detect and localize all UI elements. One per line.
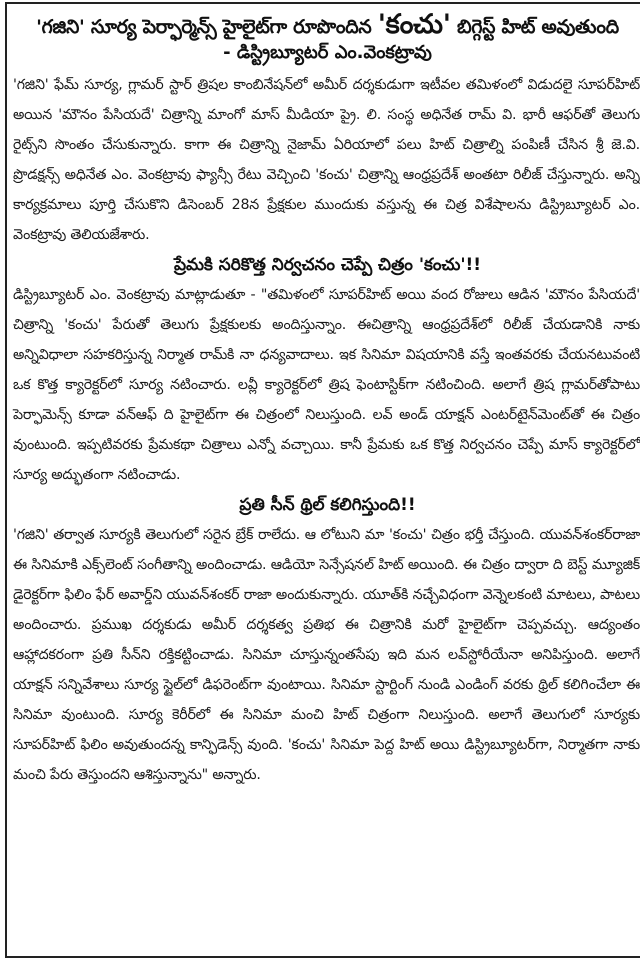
paragraph-closing: 'గజిని' తర్వాత సూర్యకి తెలుగులో సరైన బ్రేక్ రాలేదు. ఆ లోటుని మా 'కంచు' చిత్రం భర్తీ చేస్తుంది. యువన్‌శంకర్‌రాజా ఈ సినిమాకి ఎక్స్‌లెంట్ సంగీతాన్ని అందించాడు. ఆడియో సెన్సేషనల్ హిట్ అయింది. ఈ చిత్రం ద్వారా ది బెస్ట్ మ్యూజిక్ డైరెక్టర్‌గా ఫిలిం ఫేర్ అవార్డ్‌ని యువన్‌శంకర్ రాజా అందుకున్నారు. యూత్‌కి నచ్చేవిధంగా వెన్నెలకంటి మాటలు, పాటలు అందించారు. ప్రముఖ దర్శకుడు అమీర్ దర్శకత్వ ప్రతిభ ఈ చిత్రానికి మరో హైలైట్‌గా చెప్పవచ్చు. ఆద్యంతం ఆహ్లాదకరంగా ప్రతి సీన్‌ని రక్తికట్టించాడు. సినిమా చూస్తున్నంతసేపు ఇది మన లవ్‌స్టోరీయేనా అనిపిస్తుంది. అలాగే యాక్షన్ సన్నివేశాలు సూర్య స్టైల్‌లో డిఫరెంట్‌గా వుంటాయి. సినిమా స్టార్టింగ్ నుండి ఎండింగ్ వరకు థ్రిల్ కలిగించేలా ఈ సినిమా వుంటుంది. సూర్య కెరీర్‌లో ఈ సినిమా మంచి హిట్ చిత్రంగా నిలుస్తుంది. అలాగే తెలుగులో సూర్యకు సూపర్‌హిట్ ఫిలిం అవుతుందన్న కాన్ఫిడెన్స్ వుంది. 'కంచు' సినిమా పెద్ద హిట్ అయి డిస్ట్రిబ్యూటర్‌గా, నిర్మాతగా నాకు మంచి పేరు తెస్తుందని ఆశిస్తున్నాను" అన్నారు. [13, 527, 640, 783]
subheading-love-definition: ప్రేమకి సరికొత్త నిర్వచనం చెప్పే చిత్రం 'కంచు'!! [173, 255, 482, 275]
article-frame [5, 2, 640, 958]
paragraph-intro: 'గజిని' ఫేమ్ సూర్య, గ్లామర్ స్టార్ త్రిషల కాంబినేషన్‌లో అమీర్ దర్శకుడుగా ఇటీవల తమిళంలో విడుదలై సూపర్‌హిట్ అయిన 'మౌనం పేసియదే' చిత్రాన్ని మాంగో మాస్ మీడియా ప్రై. లి. సంస్థ అధినేత రామ్ వి. భారీ ఆఫర్‌తో తెలుగు రైట్స్‌ని సొంతం చేసుకున్నారు. కాగా ఈ చిత్రాన్ని నైజామ్ ఏరియాలో పలు హిట్ చిత్రాల్ని పంపిణీ చేసిన శ్రీ జె.వి. ప్రొడక్షన్స్ అధినేత ఎం. వెంకట్రావు ఫ్యాన్సీ రేటు వెచ్చించి 'కంచు' చిత్రాన్ని ఆంధ్రప్రదేశ్ అంతటా రిలీజ్ చేస్తున్నారు. అన్ని కార్యక్రమాలు పూర్తి చేసుకొని డిసెంబర్ 28న ప్రేక్షకుల ముందుకు వస్తున్న ఈ చిత్ర విశేషాలను డిస్ట్రిబ్యూటర్ ఎం. వెంకట్రావు తెలియజేశారు. [13, 77, 640, 243]
headline-part2: బిగ్గెస్ట్ హిట్ అవుతుంది [450, 16, 619, 38]
headline-film-title: 'కంచు' [377, 9, 451, 40]
headline-part1: 'గజిని' సూర్య పెర్ఫార్మెన్స్ హైలైట్‌గా రూపొందిన [36, 16, 378, 38]
headline [13, 9, 640, 40]
subheading-thrill: ప్రతి సీన్ థ్రిల్ కలిగిస్తుంది!! [239, 495, 416, 515]
byline: - డిస్ట్రిబ్యూటర్ ఎం.వెంకట్రావు [223, 42, 432, 63]
paragraph-distributor-quote: డిస్ట్రిబ్యూటర్ ఎం. వెంకట్రావు మాట్లాడుతూ - "తమిళంలో సూపర్‌హిట్ అయి వంద రోజులు ఆడిన 'మౌనం పేసియదే' చిత్రాన్ని 'కంచు' పేరుతో తెలుగు ప్రేక్షకులకు అందిస్తున్నాం. ఈచిత్రాన్ని ఆంధ్రప్రదేశ్‌లో రిలీజ్ చేయడానికి నాకు అన్నివిధాలా సహకరిస్తున్న నిర్మాత రామ్‌కి నా ధన్యవాదాలు. ఇక సినిమా విషయానికి వస్తే ఇంతవరకు చేయనటువంటి ఒక కొత్త క్యారెక్టర్‌లో సూర్య నటించారు. లవ్లీ క్యారెక్టర్‌లో త్రిష ఫెంటాస్టిక్‌గా నటించింది. అలాగే త్రిష గ్లామర్‌తోపాటు పెర్ఫామెన్స్ కూడా వన్‌ఆఫ్ ది హైలైట్‌గా ఈ చిత్రంలో నిలుస్తుంది. లవ్ అండ్ యాక్షన్ ఎంటర్‌టైన్‌మెంట్‌తో ఈ చిత్రం వుంటుంది. ఇప్పటివరకు ప్రేమకథా చిత్రాలు ఎన్నో వచ్చాయి. కానీ ప్రేమకు ఒక కొత్త నిర్వచనం చెప్పే మాస్ క్యారెక్టర్‌లో సూర్య అద్భుతంగా నటించాడు. [13, 287, 640, 483]
